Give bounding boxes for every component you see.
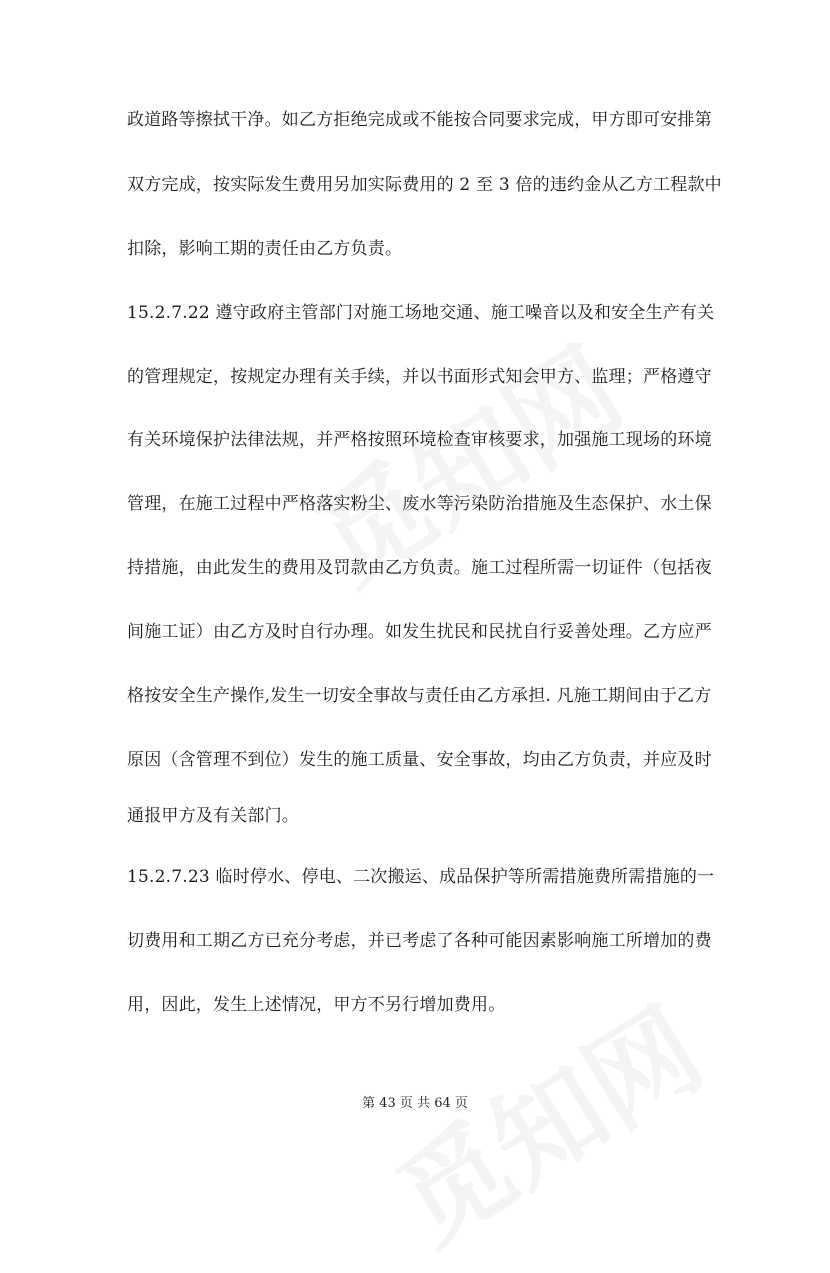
- text-line: 用，因此，发生上述情况，甲方不另行增加费用。: [127, 995, 506, 1015]
- page-footer: 第 43 页 共 64 页: [362, 1096, 468, 1111]
- text-line: 双方完成，按实际发生费用另加实际费用的 2 至 3 倍的违约金从乙方工程款中: [127, 175, 722, 195]
- text-line: 切费用和工期乙方已充分考虑，并已考虑了各种可能因素影响施工所增加的费: [127, 931, 712, 951]
- section-heading-15-2-7-23: 15.2.7.23 临时停水、停电、二次搬运、成品保护等所需措施费所需措施的一: [127, 867, 715, 887]
- section-heading-15-2-7-22: 15.2.7.22 遵守政府主管部门对施工场地交通、施工噪音以及和安全生产有关: [127, 303, 715, 323]
- text-line: 有关环境保护法律法规，并严格按照环境检查审核要求，加强施工现场的环境: [127, 430, 712, 450]
- text-line: 原因（含管理不到位）发生的施工质量、安全事故，均由乙方负责，并应及时: [127, 750, 712, 770]
- text-line: 格按安全生产操作,发生一切安全事故与责任由乙方承担. 凡施工期间由于乙方: [127, 686, 712, 706]
- text-line: 管理，在施工过程中严格落实粉尘、废水等污染防治措施及生态保护、水土保: [127, 494, 712, 514]
- text-line: 的管理规定，按规定办理有关手续，并以书面形式知会甲方、监理；严格遵守: [127, 367, 712, 387]
- text-line: 政道路等擦拭干净。如乙方拒绝完成或不能按合同要求完成，甲方即可安排第: [127, 110, 712, 130]
- text-line: 持措施，由此发生的费用及罚款由乙方负责。施工过程所需一切证件（包括夜: [127, 558, 712, 578]
- text-line: 扣除，影响工期的责任由乙方负责。: [127, 239, 403, 259]
- text-line: 通报甲方及有关部门。: [127, 806, 299, 826]
- text-line: 间施工证）由乙方及时自行办理。如发生扰民和民扰自行妥善处理。乙方应严: [127, 622, 712, 642]
